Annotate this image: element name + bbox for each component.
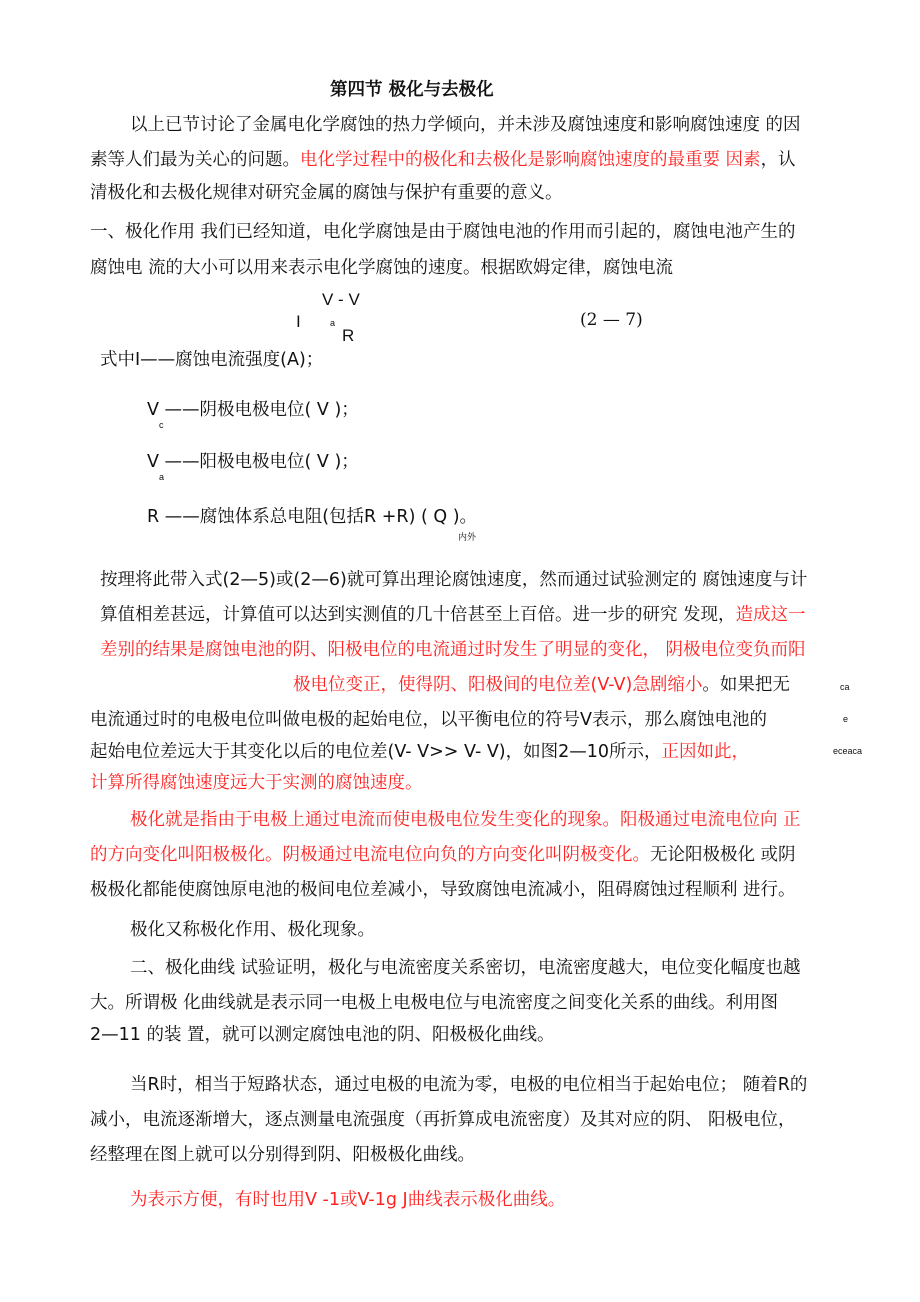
subscript-eceaca: eceaca [833, 746, 863, 756]
text-segment: 无论阳极极化 或阴 [650, 845, 796, 865]
text-line [90, 741, 749, 763]
text-line [90, 1144, 475, 1166]
text-line [130, 919, 375, 941]
text-segment: 按理将此带入式(2—5)或(2—6)就可算出理论腐蚀速度，然而通过试验测定的 腐蚀速度与计 [100, 570, 808, 590]
text-segment: V ——阳极电极电位( V )； [147, 452, 359, 472]
text-line [90, 257, 673, 279]
text-segment: 以上已节讨论了金属电化学腐蚀的热力学倾向，并未涉及腐蚀速度和影响腐蚀速度 的因 [130, 115, 801, 135]
text-segment: 减小，电流逐渐增大，逐点测量电流强度（再折算成电流密度）及其对应的阴、 阳极电位， [90, 1110, 796, 1130]
text-segment: 二、极化曲线 试验证明，极化与电流密度关系密切，电流密度越大，电位变化幅度也越 [130, 958, 801, 978]
highlighted-text: 极电位变正，使得阴、阳极间的电位差(V-V)急剧缩小 [293, 675, 703, 695]
text-segment: 素等人们最为关心的问题。 [90, 150, 300, 170]
text-segment: ，认 [760, 150, 796, 170]
highlighted-text: 电化学过程中的极化和去极化是影响腐蚀速度的最重要 因素 [300, 150, 761, 170]
text-line [90, 149, 796, 171]
text-segment: V ——阴极电极电位( V )； [147, 400, 359, 420]
subscript-neiwai: 内外 [458, 532, 477, 542]
text-line [147, 399, 359, 421]
formula-lhs: I [296, 312, 301, 331]
subscript-ca: ca [840, 682, 850, 692]
text-segment: 当R时，相当于短路状态，通过电极的电流为零，电极的电位相当于起始电位； 随着R的 [130, 1075, 808, 1095]
text-segment: 腐蚀电 流的大小可以用来表示电化学腐蚀的速度。根据欧姆定律，腐蚀电流 [90, 258, 674, 278]
text-line [147, 451, 359, 473]
text-line [130, 1189, 565, 1211]
text-segment: R ——腐蚀体系总电阻(包括R +R) ( Q )。 [147, 507, 478, 527]
subscript-c: c [159, 420, 164, 430]
formula-denominator: R [342, 326, 355, 345]
text-line [90, 1109, 796, 1131]
text-line [130, 809, 801, 831]
text-line [90, 879, 796, 901]
text-segment: 一、极化作用 我们已经知道，电化学腐蚀是由于腐蚀电池的作用而引起的，腐蚀电池产生的 [90, 222, 796, 242]
text-line [90, 182, 563, 204]
formula-numerator: V - V [322, 290, 360, 309]
text-segment: 极化又称极化作用、极化现象。 [130, 920, 375, 940]
text-line [100, 349, 323, 371]
highlighted-text: 的方向变化叫阳极极化。阴极通过电流电位向负的方向变化叫阴极变化。 [90, 845, 650, 865]
highlighted-text: 正因如此， [661, 742, 750, 762]
highlighted-text: 计算所得腐蚀速度远大于实测的腐蚀速度。 [90, 773, 423, 793]
text-segment: 算值相差甚远，计算值可以达到实测值的几十倍甚至上百倍。进一步的研究 发现， [100, 605, 736, 625]
text-line [293, 674, 790, 696]
text-line [90, 709, 767, 731]
text-line [100, 639, 806, 661]
text-line [90, 992, 778, 1014]
subscript-a: a [159, 472, 165, 482]
formula-subscript: a [330, 318, 336, 328]
text-segment: 电流通过时的电极电位叫做电极的起始电位，以平衡电位的符号V表示，那么腐蚀电池的 [90, 710, 767, 730]
text-line [90, 1024, 555, 1046]
highlighted-text: 为表示方便，有时也用V -1或V-1g J曲线表示极化曲线。 [130, 1190, 566, 1210]
text-line [90, 772, 423, 794]
text-segment: 大。所谓极 化曲线就是表示同一电极上电极电位与电流密度之间变化关系的曲线。利用图 [90, 993, 779, 1013]
text-segment: 式中I——腐蚀电流强度(A)； [100, 350, 324, 370]
text-line [130, 957, 801, 979]
text-line [90, 221, 796, 243]
text-line [100, 604, 806, 626]
text-segment: 2—11 的装 置，就可以测定腐蚀电池的阴、阳极极化曲线。 [90, 1025, 555, 1045]
text-line [147, 506, 477, 528]
highlighted-text: 差别的结果是腐蚀电池的阴、阳极电位的电流通过时发生了明显的变化， 阴极电位变负而阳 [100, 640, 806, 660]
text-line [130, 114, 801, 136]
subscript-e: e [843, 714, 849, 724]
text-segment: 起始电位差远大于其变化以后的电位差(V- V>> V- V)，如图2—10所示， [90, 742, 662, 762]
text-segment: 极极化都能使腐蚀原电池的极间电位差减小，导致腐蚀电流减小，阻碍腐蚀过程顺利 进行。 [90, 880, 796, 900]
text-segment: 。如果把无 [702, 675, 790, 695]
text-segment: 经整理在图上就可以分别得到阴、阳极极化曲线。 [90, 1145, 475, 1165]
text-line [100, 569, 807, 591]
text-segment: 清极化和去极化规律对研究金属的腐蚀与保护有重要的意义。 [90, 183, 563, 203]
highlighted-text: 造成这一 [735, 605, 806, 625]
text-line [130, 1074, 807, 1096]
section-title: 第四节 极化与去极化 [330, 80, 494, 100]
text-line [90, 844, 796, 866]
equation-number: (2 — 7) [580, 310, 643, 330]
highlighted-text: 极化就是指由于电极上通过电流而使电极电位发生变化的现象。阳极通过电流电位向 正 [130, 810, 801, 830]
